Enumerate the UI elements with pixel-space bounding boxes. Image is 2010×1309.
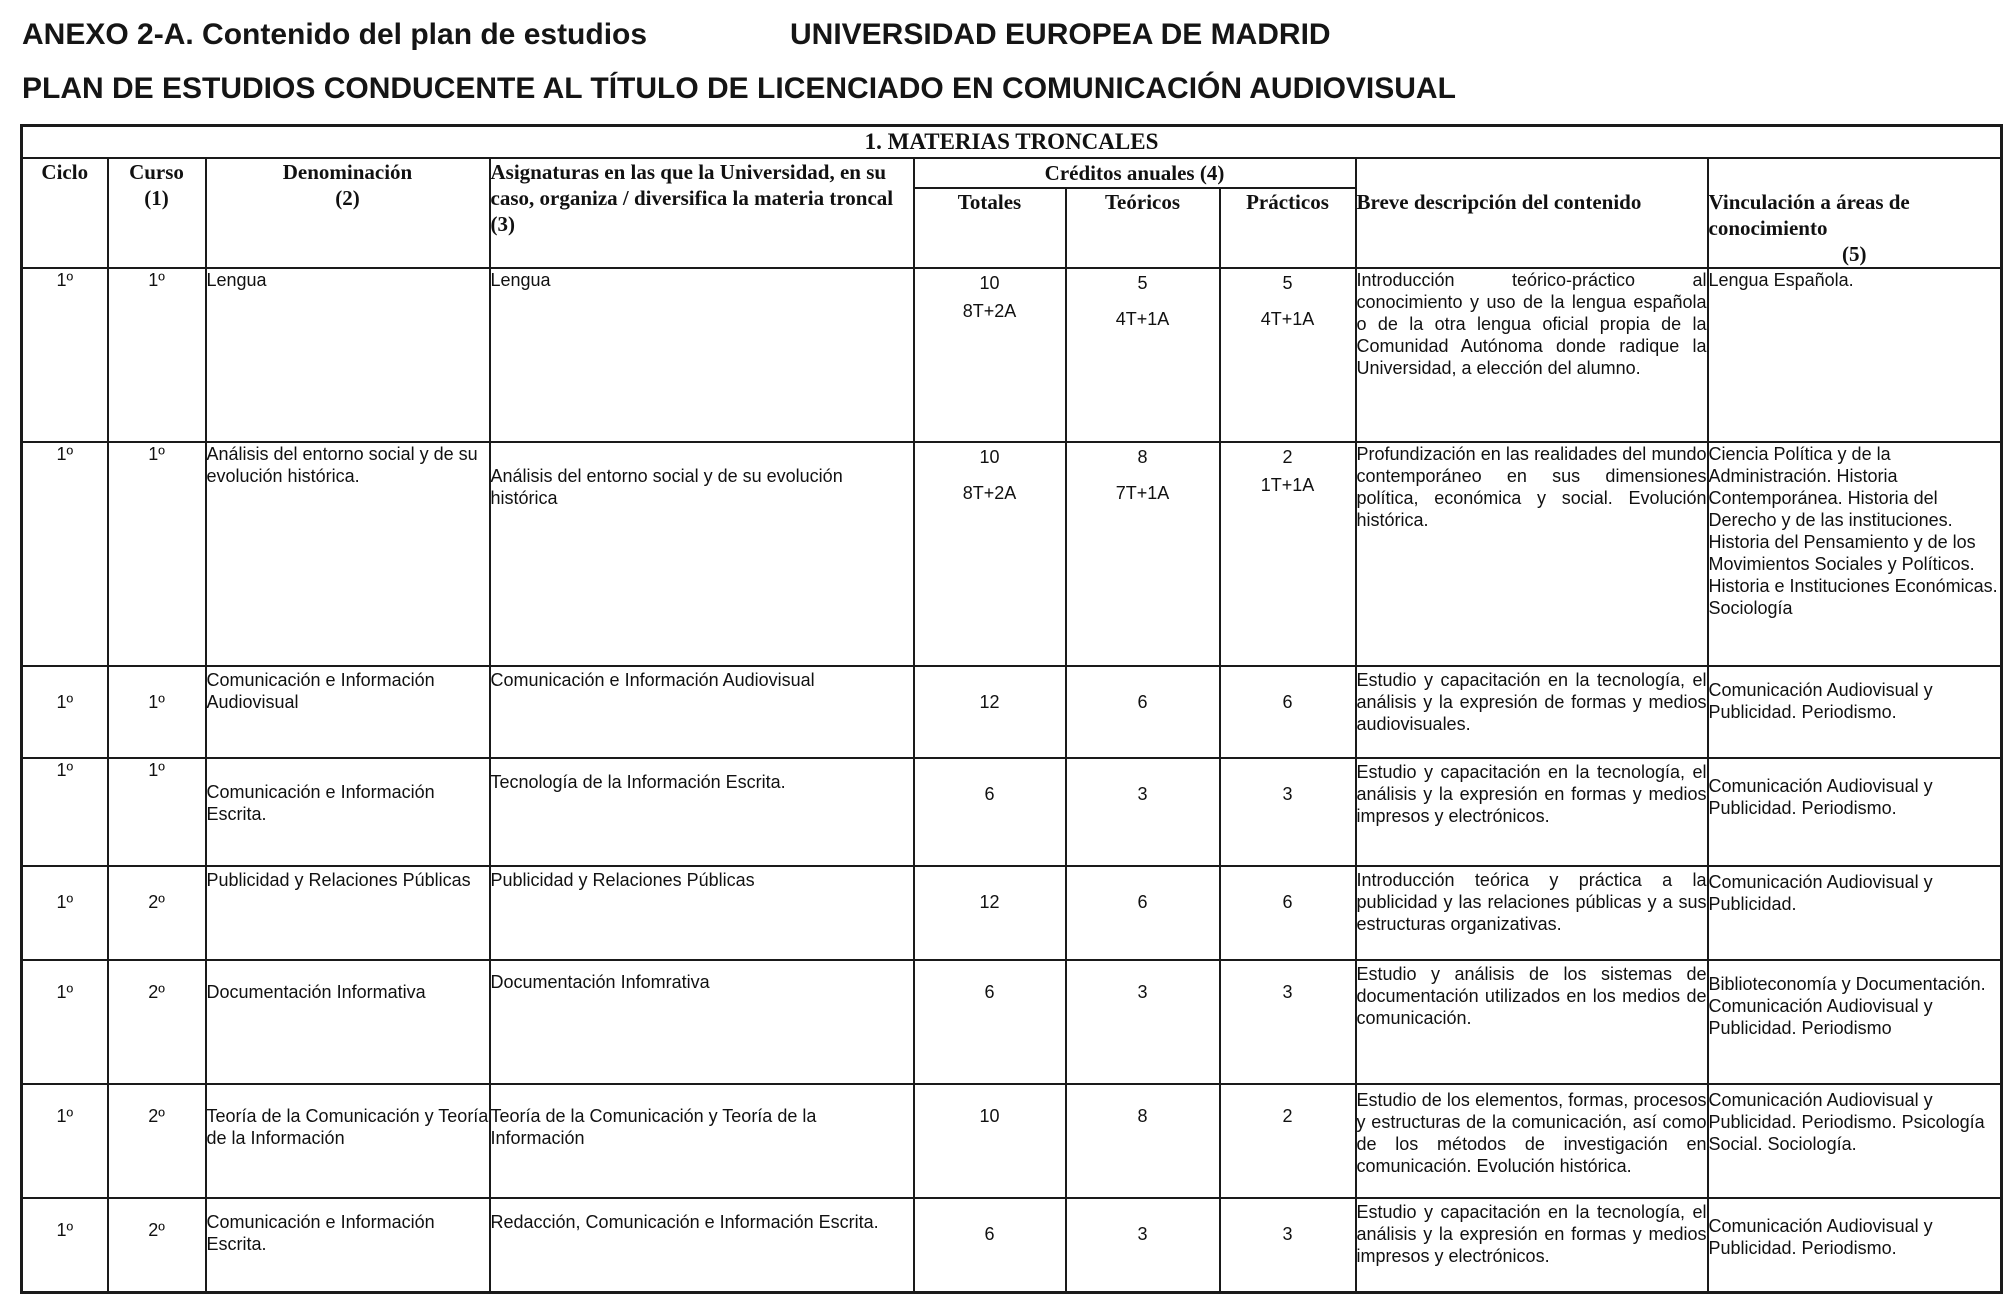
table-row [22, 960, 2002, 1084]
col-teoricos: Teóricos [1066, 188, 1220, 268]
cell-ciclo: 1º [22, 1084, 108, 1198]
col-totales: Totales [914, 188, 1066, 268]
cell-teoricos: 5 4T+1A [1066, 268, 1220, 442]
table-row [22, 1198, 2002, 1292]
cell-denominacion: Documentación Informativa [206, 960, 490, 1084]
cell-ciclo: 1º [22, 268, 108, 442]
cell-curso: 2º [108, 960, 206, 1084]
cell-descripcion: Estudio y capacitación en la tecnología, el análisis y la expresión en formas y medios impresos y electrónicos. [1356, 758, 1708, 866]
col-creditos: Créditos anuales (4) [914, 158, 1356, 188]
cell-vinculacion: Lengua Española. [1708, 268, 2002, 442]
cell-ciclo: 1º [22, 758, 108, 866]
col-descripcion: Breve descripción del contenido [1356, 158, 1708, 268]
table-row [22, 666, 2002, 758]
cell-totales: 12 [914, 666, 1066, 758]
cell-teoricos: 3 [1066, 1198, 1220, 1292]
cell-denominacion: Comunicación e Información Escrita. [206, 1198, 490, 1292]
cell-descripcion: Estudio de los elementos, formas, procesos y estructuras de la comunicación, así como de los métodos de investigación en comunicación. Evolución histórica. [1356, 1084, 1708, 1198]
cell-ciclo: 1º [22, 1198, 108, 1292]
col-denominacion: Denominación (2) [206, 158, 490, 268]
table-row [22, 866, 2002, 960]
cell-curso: 2º [108, 1198, 206, 1292]
cell-totales: 10 8T+2A [914, 442, 1066, 666]
cell-curso: 2º [108, 866, 206, 960]
cell-denominacion: Comunicación e Información Escrita. [206, 758, 490, 866]
cell-vinculacion: Comunicación Audiovisual y Publicidad. Periodismo. [1708, 666, 2002, 758]
col-asignaturas: Asignaturas en las que la Universidad, en su caso, organiza / diversifica la materia troncal (3) [490, 158, 914, 268]
cell-denominacion: Teoría de la Comunicación y Teoría de la Información [206, 1084, 490, 1198]
cell-totales: 6 [914, 758, 1066, 866]
cell-curso: 1º [108, 268, 206, 442]
cell-curso: 2º [108, 1084, 206, 1198]
cell-practicos: 2 [1220, 1084, 1356, 1198]
cell-vinculacion: Comunicación Audiovisual y Publicidad. Periodismo. Psicología Social. Sociología. [1708, 1084, 2002, 1198]
cell-vinculacion: Comunicación Audiovisual y Publicidad. Periodismo. [1708, 1198, 2002, 1292]
cell-asignaturas: Publicidad y Relaciones Públicas [490, 866, 914, 960]
cell-asignaturas: Análisis del entorno social y de su evolución histórica [490, 442, 914, 666]
cell-asignaturas: Tecnología de la Información Escrita. [490, 758, 914, 866]
cell-totales: 6 [914, 1198, 1066, 1292]
cell-vinculacion: Comunicación Audiovisual y Publicidad. [1708, 866, 2002, 960]
cell-teoricos: 8 [1066, 1084, 1220, 1198]
cell-descripcion: Estudio y análisis de los sistemas de documentación utilizados en los medios de comunicación. [1356, 960, 1708, 1084]
study-plan-table [20, 124, 2003, 1294]
cell-vinculacion: Comunicación Audiovisual y Publicidad. Periodismo. [1708, 758, 2002, 866]
plan-title: PLAN DE ESTUDIOS CONDUCENTE AL TÍTULO DE LICENCIADO EN COMUNICACIÓN AUDIOVISUAL [22, 72, 1456, 105]
cell-totales: 12 [914, 866, 1066, 960]
cell-descripcion: Profundización en las realidades del mundo contemporáneo en sus dimensiones política, económica y social. Evolución histórica. [1356, 442, 1708, 666]
cell-vinculacion: Ciencia Política y de la Administración. Historia Contemporánea. Historia del Derecho y de las instituciones. Historia del Pensamiento y de los Movimientos Sociales y Políticos. Historia e Instituciones Económicas. Sociología [1708, 442, 2002, 666]
table-row [22, 268, 2002, 442]
cell-practicos: 3 [1220, 758, 1356, 866]
cell-asignaturas: Comunicación e Información Audiovisual [490, 666, 914, 758]
col-curso: Curso (1) [108, 158, 206, 268]
col-practicos: Prácticos [1220, 188, 1356, 268]
cell-asignaturas: Teoría de la Comunicación y Teoría de la Información [490, 1084, 914, 1198]
cell-asignaturas: Lengua [490, 268, 914, 442]
cell-asignaturas: Redacción, Comunicación e Información Escrita. [490, 1198, 914, 1292]
table-row [22, 442, 2002, 666]
section-title: 1. MATERIAS TRONCALES [22, 126, 2002, 159]
cell-ciclo: 1º [22, 960, 108, 1084]
table-row [22, 1084, 2002, 1198]
university-name: UNIVERSIDAD EUROPEA DE MADRID [790, 18, 1331, 51]
cell-curso: 1º [108, 666, 206, 758]
cell-asignaturas: Documentación Infomrativa [490, 960, 914, 1084]
cell-ciclo: 1º [22, 866, 108, 960]
cell-teoricos: 8 7T+1A [1066, 442, 1220, 666]
cell-descripcion: Introducción teórica y práctica a la publicidad y las relaciones públicas y a sus estructuras organizativas. [1356, 866, 1708, 960]
cell-denominacion: Lengua [206, 268, 490, 442]
cell-vinculacion: Biblioteconomía y Documentación. Comunicación Audiovisual y Publicidad. Periodismo [1708, 960, 2002, 1084]
cell-practicos: 6 [1220, 866, 1356, 960]
cell-descripcion: Introducción teórico-práctico al conocimiento y uso de la lengua española o de la otra lengua oficial propia de la Comunidad Autónoma donde radique la Universidad, a elección del alumno. [1356, 268, 1708, 442]
cell-ciclo: 1º [22, 442, 108, 666]
cell-totales: 6 [914, 960, 1066, 1084]
cell-totales: 10 8T+2A [914, 268, 1066, 442]
cell-descripcion: Estudio y capacitación en la tecnología, el análisis y la expresión de formas y medios audiovisuales. [1356, 666, 1708, 758]
table-row [22, 758, 2002, 866]
cell-practicos: 3 [1220, 1198, 1356, 1292]
cell-denominacion: Publicidad y Relaciones Públicas [206, 866, 490, 960]
cell-practicos: 6 [1220, 666, 1356, 758]
cell-descripcion: Estudio y capacitación en la tecnología, el análisis y la expresión en formas y medios impresos y electrónicos. [1356, 1198, 1708, 1292]
cell-teoricos: 6 [1066, 866, 1220, 960]
cell-teoricos: 6 [1066, 666, 1220, 758]
cell-curso: 1º [108, 442, 206, 666]
annex-title: ANEXO 2-A. Contenido del plan de estudios [22, 18, 648, 51]
col-ciclo: Ciclo [22, 158, 108, 268]
col-vinculacion: Vinculación a áreas de conocimiento (5) [1708, 158, 2002, 268]
cell-teoricos: 3 [1066, 960, 1220, 1084]
cell-denominacion: Comunicación e Información Audiovisual [206, 666, 490, 758]
cell-practicos: 5 4T+1A [1220, 268, 1356, 442]
cell-totales: 10 [914, 1084, 1066, 1198]
cell-practicos: 2 1T+1A [1220, 442, 1356, 666]
cell-teoricos: 3 [1066, 758, 1220, 866]
cell-practicos: 3 [1220, 960, 1356, 1084]
cell-curso: 1º [108, 758, 206, 866]
cell-denominacion: Análisis del entorno social y de su evolución histórica. [206, 442, 490, 666]
cell-ciclo: 1º [22, 666, 108, 758]
